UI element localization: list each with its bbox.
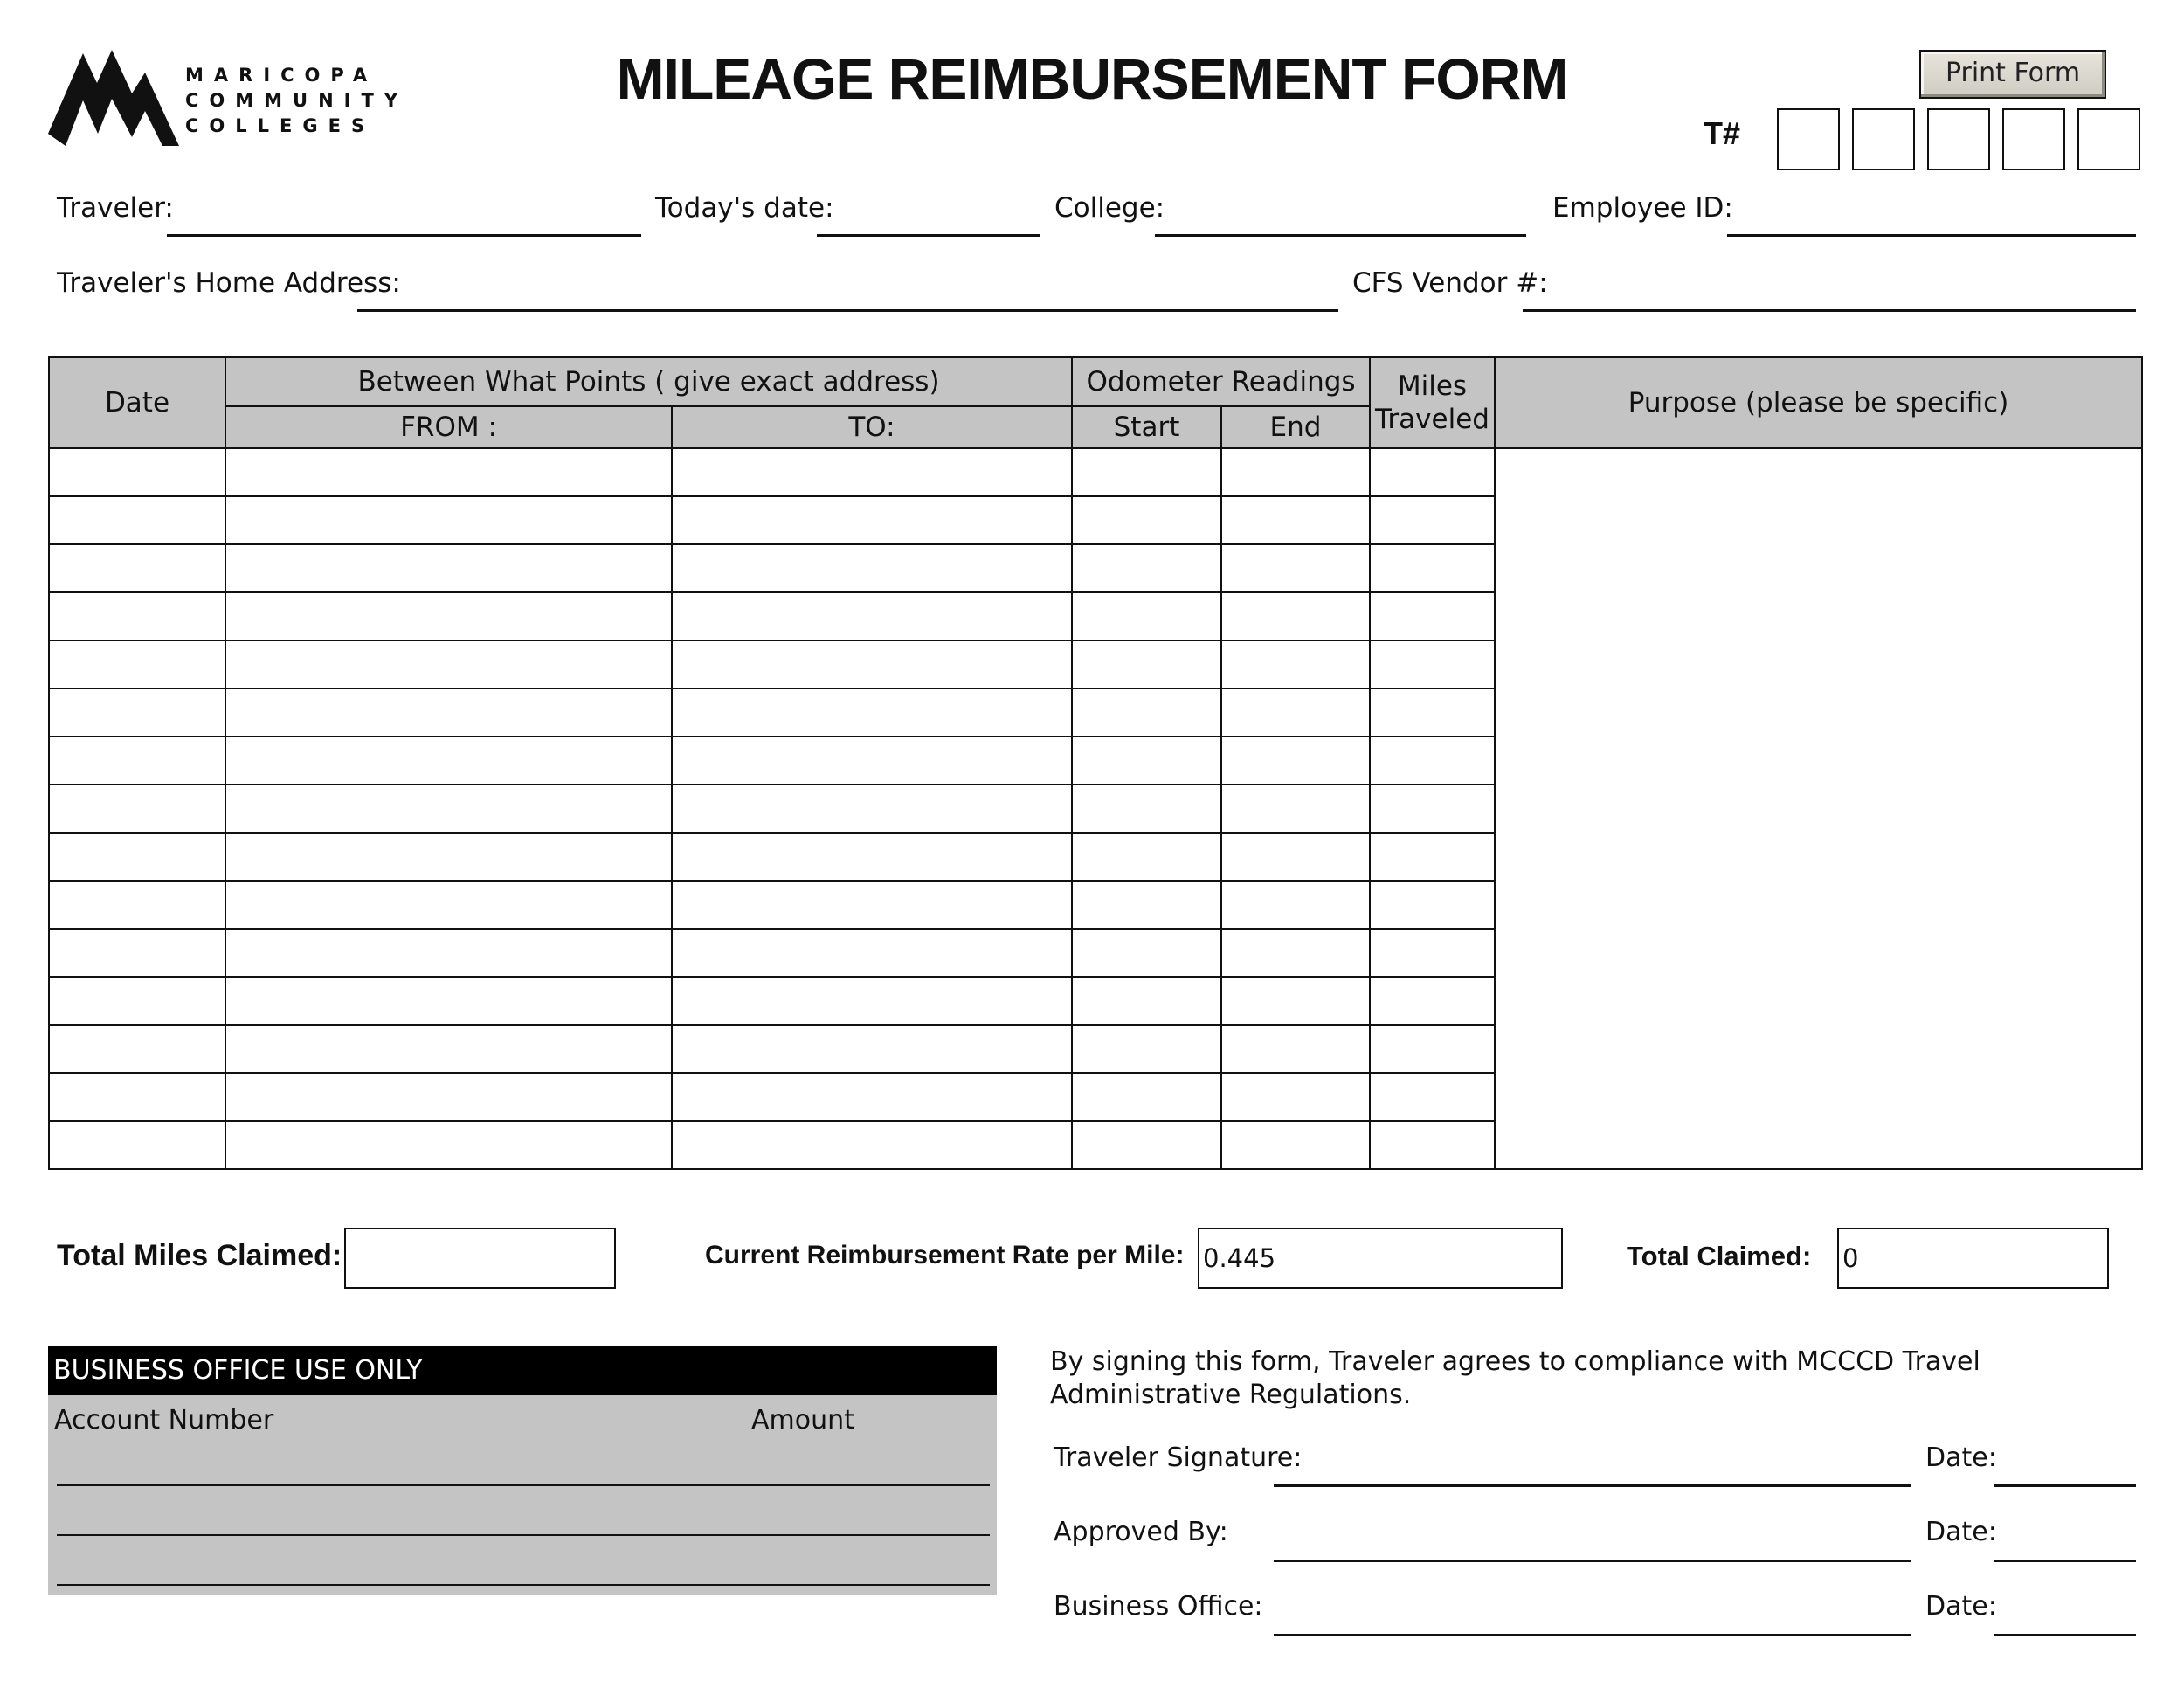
odometer-start-cell[interactable]	[1072, 977, 1221, 1025]
traveler-date-field[interactable]	[1994, 1484, 2136, 1487]
business-office-signature-label: Business Office:	[1054, 1591, 1263, 1622]
from-cell[interactable]	[225, 977, 672, 1025]
odometer-end-cell[interactable]	[1221, 737, 1370, 785]
miles-traveled-cell[interactable]	[1370, 448, 1495, 496]
date-cell[interactable]	[49, 737, 225, 785]
from-cell[interactable]	[225, 833, 672, 881]
date-cell[interactable]	[49, 977, 225, 1025]
todays-date-field[interactable]	[817, 234, 1040, 237]
odometer-end-cell[interactable]	[1221, 881, 1370, 929]
page-title: MILEAGE REIMBURSEMENT FORM	[616, 46, 1568, 111]
date-cell[interactable]	[49, 544, 225, 592]
col-header-date: Date	[49, 357, 225, 448]
date-cell[interactable]	[49, 1025, 225, 1073]
odometer-start-cell[interactable]	[1072, 1073, 1221, 1121]
employee-id-field[interactable]	[1727, 234, 2136, 237]
col-header-from: FROM :	[225, 406, 672, 448]
odometer-start-cell[interactable]	[1072, 640, 1221, 688]
to-cell[interactable]	[672, 881, 1072, 929]
total-miles-input[interactable]	[344, 1228, 616, 1289]
miles-traveled-cell[interactable]	[1370, 688, 1495, 737]
from-cell[interactable]	[225, 881, 672, 929]
to-cell[interactable]	[672, 1025, 1072, 1073]
college-label: College:	[1054, 192, 1165, 224]
col-header-purpose: Purpose (please be specific)	[1495, 357, 2142, 448]
cfs-vendor-field[interactable]	[1523, 309, 2136, 312]
date-cell[interactable]	[49, 688, 225, 737]
odometer-end-cell[interactable]	[1221, 688, 1370, 737]
from-cell[interactable]	[225, 688, 672, 737]
traveler-label: Traveler:	[57, 192, 174, 224]
to-cell[interactable]	[672, 496, 1072, 544]
approved-date-field[interactable]	[1994, 1560, 2136, 1562]
miles-traveled-cell[interactable]	[1370, 544, 1495, 592]
odometer-end-cell[interactable]	[1221, 592, 1370, 640]
from-cell[interactable]	[225, 448, 672, 496]
account-number-label: Account Number	[54, 1405, 274, 1435]
amount-label: Amount	[751, 1405, 854, 1435]
from-cell[interactable]	[225, 1121, 672, 1169]
todays-date-label: Today's date:	[655, 192, 834, 224]
t-number-box-3[interactable]	[1927, 108, 1990, 170]
traveler-signature-label: Traveler Signature:	[1054, 1442, 1303, 1473]
business-office-signature-field[interactable]	[1274, 1634, 1911, 1636]
odometer-start-cell[interactable]	[1072, 496, 1221, 544]
miles-traveled-cell[interactable]	[1370, 881, 1495, 929]
odometer-end-cell[interactable]	[1221, 977, 1370, 1025]
to-cell[interactable]	[672, 833, 1072, 881]
odometer-end-cell[interactable]	[1221, 496, 1370, 544]
odometer-end-cell[interactable]	[1221, 785, 1370, 833]
date-cell[interactable]	[49, 448, 225, 496]
employee-id-label: Employee ID:	[1552, 192, 1733, 224]
date-cell[interactable]	[49, 1121, 225, 1169]
to-cell[interactable]	[672, 1121, 1072, 1169]
traveler-signature-field[interactable]	[1274, 1484, 1911, 1487]
to-cell[interactable]	[672, 544, 1072, 592]
odometer-start-cell[interactable]	[1072, 833, 1221, 881]
from-cell[interactable]	[225, 592, 672, 640]
table-row	[49, 448, 2142, 496]
miles-traveled-cell[interactable]	[1370, 592, 1495, 640]
odometer-start-cell[interactable]	[1072, 785, 1221, 833]
miles-traveled-cell[interactable]	[1370, 1073, 1495, 1121]
miles-traveled-cell[interactable]	[1370, 785, 1495, 833]
home-address-field[interactable]	[357, 309, 1338, 312]
col-header-miles-traveled: Miles Traveled	[1370, 357, 1495, 448]
from-cell[interactable]	[225, 929, 672, 977]
date-cell[interactable]	[49, 833, 225, 881]
odometer-start-cell[interactable]	[1072, 688, 1221, 737]
account-line-3[interactable]	[57, 1584, 990, 1586]
odometer-start-cell[interactable]	[1072, 929, 1221, 977]
miles-traveled-cell[interactable]	[1370, 1025, 1495, 1073]
miles-traveled-cell[interactable]	[1370, 496, 1495, 544]
from-cell[interactable]	[225, 1073, 672, 1121]
date-cell[interactable]	[49, 592, 225, 640]
mileage-table	[48, 356, 2143, 1170]
t-number-box-4[interactable]	[2002, 108, 2065, 170]
from-cell[interactable]	[225, 640, 672, 688]
business-office-date-field[interactable]	[1994, 1634, 2136, 1636]
col-header-odometer: Odometer Readings	[1072, 357, 1370, 406]
miles-traveled-cell[interactable]	[1370, 737, 1495, 785]
date-cell[interactable]	[49, 1073, 225, 1121]
date-cell[interactable]	[49, 785, 225, 833]
miles-traveled-cell[interactable]	[1370, 977, 1495, 1025]
business-office-section	[48, 1346, 997, 1595]
miles-traveled-cell[interactable]	[1370, 640, 1495, 688]
from-cell[interactable]	[225, 737, 672, 785]
print-form-button[interactable]: Print Form	[1919, 50, 2106, 99]
miles-traveled-cell[interactable]	[1370, 833, 1495, 881]
t-number-label: T#	[1704, 115, 1741, 151]
total-claimed-label: Total Claimed:	[1627, 1241, 1812, 1271]
account-line-2[interactable]	[57, 1534, 990, 1536]
date-cell[interactable]	[49, 881, 225, 929]
reimbursement-rate-input[interactable]: 0.445	[1198, 1228, 1563, 1289]
date-cell[interactable]	[49, 496, 225, 544]
to-cell[interactable]	[672, 448, 1072, 496]
to-cell[interactable]	[672, 592, 1072, 640]
odometer-end-cell[interactable]	[1221, 833, 1370, 881]
odometer-start-cell[interactable]	[1072, 448, 1221, 496]
to-cell[interactable]	[672, 737, 1072, 785]
from-cell[interactable]	[225, 496, 672, 544]
odometer-start-cell[interactable]	[1072, 737, 1221, 785]
approved-date-label: Date:	[1925, 1517, 1997, 1547]
to-cell[interactable]	[672, 1073, 1072, 1121]
date-cell[interactable]	[49, 640, 225, 688]
from-cell[interactable]	[225, 1025, 672, 1073]
odometer-end-cell[interactable]	[1221, 640, 1370, 688]
miles-traveled-cell[interactable]	[1370, 929, 1495, 977]
date-cell[interactable]	[49, 929, 225, 977]
odometer-start-cell[interactable]	[1072, 1025, 1221, 1073]
odometer-start-cell[interactable]	[1072, 592, 1221, 640]
traveler-field[interactable]	[167, 234, 641, 237]
odometer-end-cell[interactable]	[1221, 1121, 1370, 1169]
from-cell[interactable]	[225, 544, 672, 592]
reimbursement-rate-label: Current Reimbursement Rate per Mile:	[705, 1241, 1185, 1269]
odometer-end-cell[interactable]	[1221, 1073, 1370, 1121]
purpose-cell[interactable]	[1495, 448, 2142, 1169]
to-cell[interactable]	[672, 640, 1072, 688]
business-office-header: BUSINESS OFFICE USE ONLY	[48, 1346, 997, 1395]
home-address-label: Traveler's Home Address:	[57, 267, 401, 299]
col-header-end: End	[1221, 406, 1370, 448]
total-miles-label: Total Miles Claimed:	[57, 1239, 342, 1272]
odometer-end-cell[interactable]	[1221, 448, 1370, 496]
logo-text: MARICOPA COMMUNITY COLLEGES	[185, 65, 409, 136]
from-cell[interactable]	[225, 785, 672, 833]
odometer-end-cell[interactable]	[1221, 1025, 1370, 1073]
col-header-between-points: Between What Points ( give exact address)	[225, 357, 1072, 406]
to-cell[interactable]	[672, 929, 1072, 977]
t-number-box-5[interactable]	[2077, 108, 2140, 170]
approved-by-label: Approved By:	[1054, 1517, 1228, 1547]
t-number-box-1[interactable]	[1777, 108, 1840, 170]
miles-traveled-cell[interactable]	[1370, 1121, 1495, 1169]
odometer-start-cell[interactable]	[1072, 1121, 1221, 1169]
col-header-to: TO:	[672, 406, 1072, 448]
business-office-date-label: Date:	[1925, 1591, 1997, 1622]
agreement-text: By signing this form, Traveler agrees to compliance with MCCCD Travel Administrative Regulations.	[1050, 1346, 1980, 1410]
odometer-start-cell[interactable]	[1072, 881, 1221, 929]
approved-by-field[interactable]	[1274, 1560, 1911, 1562]
to-cell[interactable]	[672, 977, 1072, 1025]
college-field[interactable]	[1155, 234, 1526, 237]
odometer-start-cell[interactable]	[1072, 544, 1221, 592]
to-cell[interactable]	[672, 785, 1072, 833]
col-header-start: Start	[1072, 406, 1221, 448]
odometer-end-cell[interactable]	[1221, 544, 1370, 592]
account-line-1[interactable]	[57, 1484, 990, 1486]
cfs-vendor-label: CFS Vendor #:	[1352, 267, 1548, 299]
total-claimed-input[interactable]: 0	[1837, 1228, 2109, 1289]
t-number-box-2[interactable]	[1852, 108, 1915, 170]
odometer-end-cell[interactable]	[1221, 929, 1370, 977]
to-cell[interactable]	[672, 688, 1072, 737]
traveler-date-label: Date:	[1925, 1442, 1997, 1473]
